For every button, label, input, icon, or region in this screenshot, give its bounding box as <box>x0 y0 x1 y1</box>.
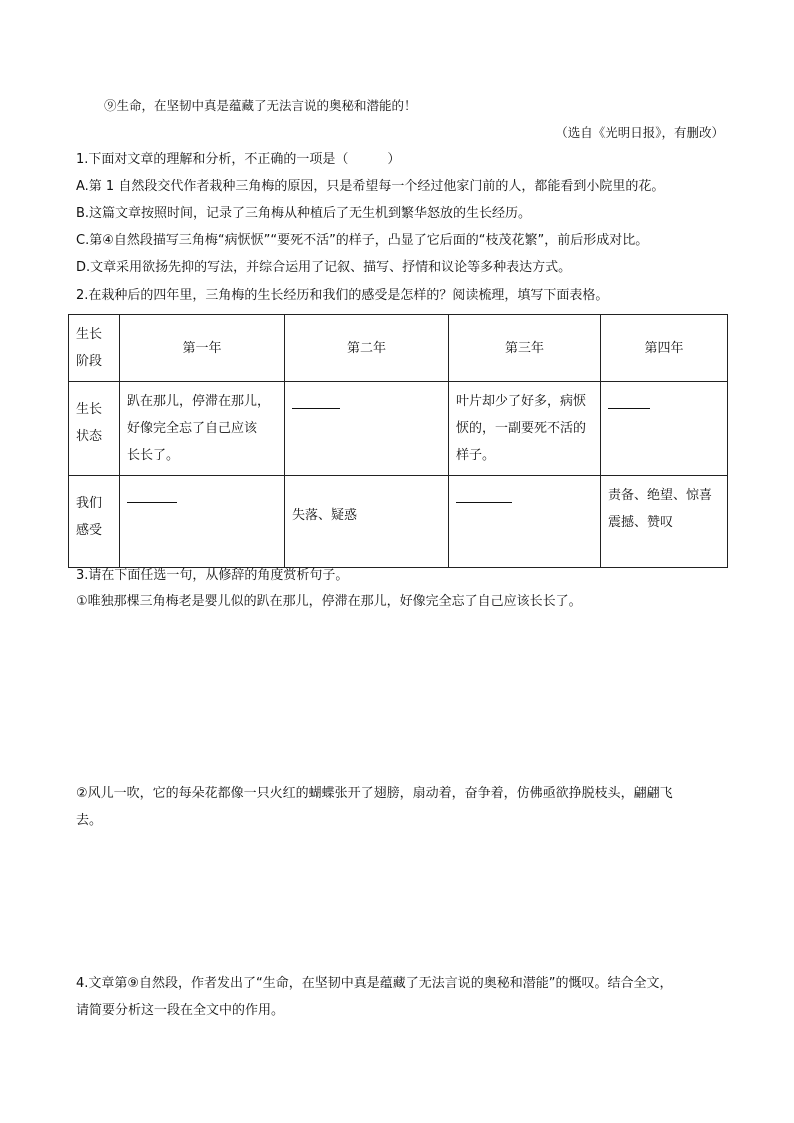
q3-stem: 3.请在下面任选一句，从修辞的角度赏析句子。 <box>76 568 349 583</box>
table-row-state <box>69 382 728 476</box>
feeling-year-2: 失落、疑惑 <box>285 476 449 568</box>
state-year-1: 趴在那儿，停滞在那儿， 好像完全忘了自己应该 长长了。 <box>120 382 285 476</box>
q1-option-d: D.文章采用欲扬先抑的写法，并综合运用了记叙、描写、抒情和议论等多种表达方式。 <box>76 260 572 275</box>
q1-option-b: B.这篇文章按照时间，记录了三角梅从种植后了无生机到繁华怒放的生长经历。 <box>76 206 532 221</box>
q1-option-a: A.第 1 自然段交代作者栽种三角梅的原因，只是希望每一个经过他家门前的人，都能看到小院里的花。 <box>76 179 665 194</box>
answer-blank[interactable] <box>127 488 177 503</box>
year-1-header: 第一年 <box>120 315 285 382</box>
answer-blank[interactable] <box>292 394 340 409</box>
feeling-year-3[interactable] <box>449 476 601 568</box>
q4-line-1: 4.文章第⑨自然段，作者发出了“生命，在坚韧中真是蕴藏了无法言说的奥秘和潜能”的慨叹。结合全文， <box>76 976 673 991</box>
q3-sentence-2-line-1: ②风儿一吹，它的每朵花都像一只火红的蝴蝶张开了翅膀，扇动着，奋争着，仿佛亟欲挣脱枝头，翩翩飞 <box>76 786 673 801</box>
answer-blank[interactable] <box>456 488 512 503</box>
q3-sentence-2-line-2: 去。 <box>76 813 103 828</box>
year-3-header: 第三年 <box>449 315 601 382</box>
state-year-4[interactable] <box>601 382 728 476</box>
row-label-state: 生长 状态 <box>69 382 120 476</box>
q1-option-c: C.第④自然段描写三角梅“病恹恹”“要死不活”的样子，凸显了它后面的“枝茂花繁”，前后形成对比。 <box>76 233 649 248</box>
q4-line-2: 请简要分析这一段在全文中的作用。 <box>76 1003 285 1018</box>
year-4-header: 第四年 <box>601 315 728 382</box>
answer-blank[interactable] <box>608 394 650 409</box>
passage-paragraph-9: ⑨生命，在坚韧中真是蕴藏了无法言说的奥秘和潜能的！ <box>104 98 417 113</box>
state-year-2[interactable] <box>285 382 449 476</box>
q3-sentence-1: ①唯独那棵三角梅老是婴儿似的趴在那儿，停滞在那儿，好像完全忘了自己应该长长了。 <box>76 594 582 609</box>
row-label-feeling: 我们 感受 <box>69 476 120 568</box>
feeling-year-1[interactable] <box>120 476 285 568</box>
table-row-feeling <box>69 476 728 568</box>
feeling-year-4: 责备、绝望、惊喜 震撼、赞叹 <box>601 476 728 568</box>
q1-stem: 1.下面对文章的理解和分析，不正确的一项是（ ） <box>76 152 401 167</box>
q2-stem: 2.在栽种后的四年里，三角梅的生长经历和我们的感受是怎样的？阅读梳理，填写下面表格。 <box>76 288 609 303</box>
row-label-stage: 生长 阶段 <box>69 315 120 382</box>
state-year-3: 叶片却少了好多，病恹 恹的，一副要死不活的 样子。 <box>449 382 601 476</box>
year-2-header: 第二年 <box>285 315 449 382</box>
growth-table <box>68 314 728 568</box>
table-row-stage <box>69 315 728 382</box>
source-note: （选自《光明日报》，有删改） <box>555 125 724 140</box>
